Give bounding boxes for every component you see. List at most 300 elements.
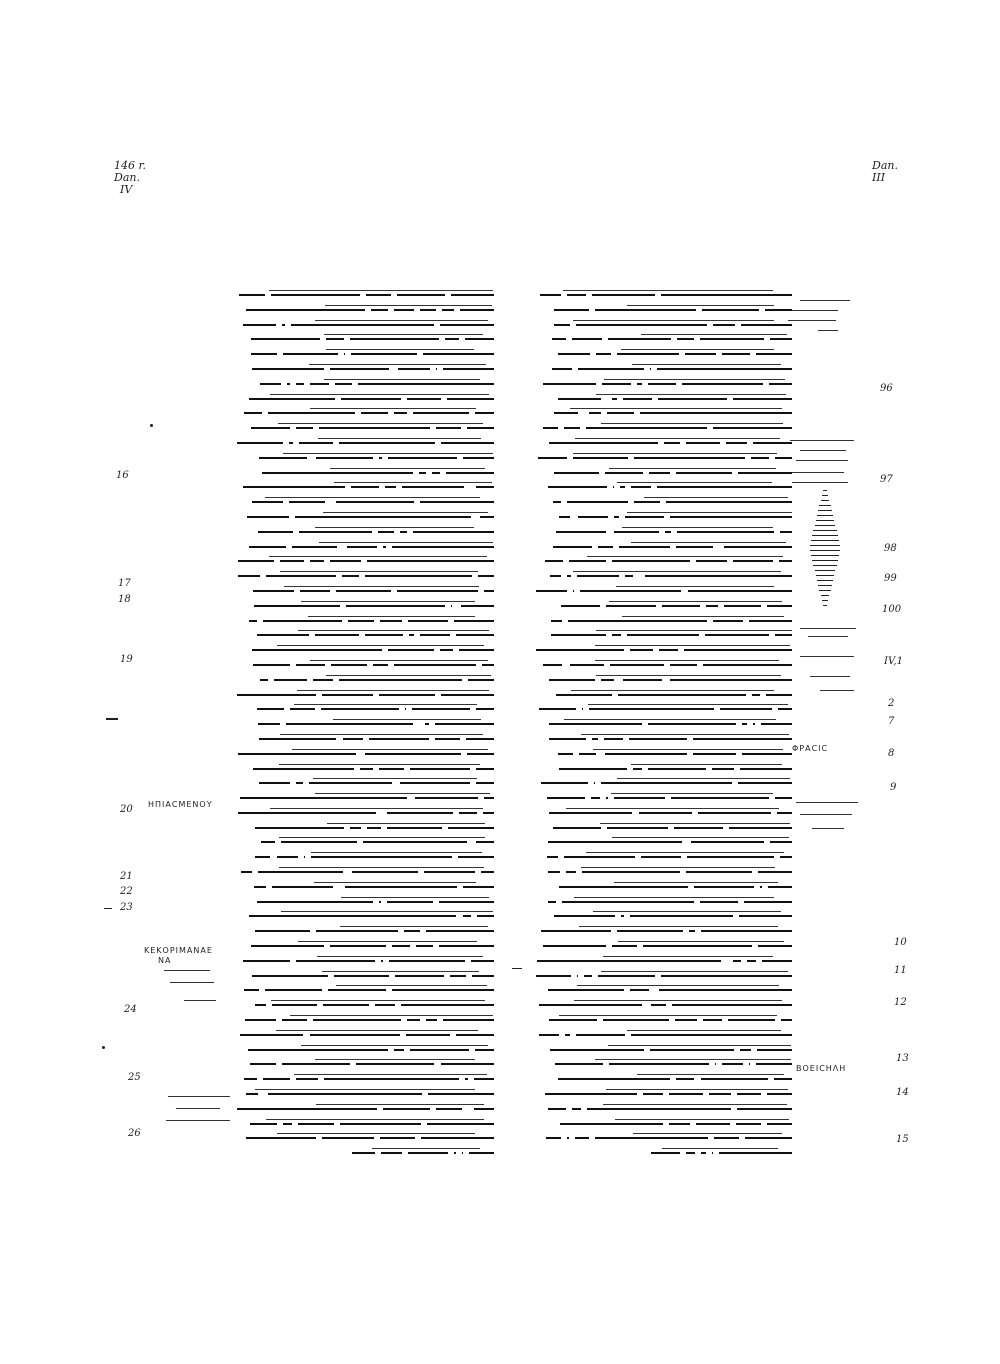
word-space [345,483,351,489]
word-space [576,705,582,711]
script-stroke [280,734,482,735]
word-space [759,306,765,312]
word-space [352,380,358,386]
word-space [415,1134,421,1140]
word-space [669,1016,675,1022]
script-stroke [548,486,792,488]
word-space [403,631,409,637]
word-space [469,1046,475,1052]
script-stroke [237,1108,494,1110]
greek-note: ΝΑ [158,956,172,965]
word-space [736,750,742,756]
word-space [377,543,383,549]
greek-note: ΚΕΚΟΡΙΜΑΝΑΕ [144,946,213,955]
marginal-annotation [184,1000,216,1001]
script-stroke [279,837,485,838]
word-space [708,1134,714,1140]
text-line [536,686,792,701]
text-line [236,893,494,908]
word-space [372,528,378,534]
script-stroke [549,679,792,681]
word-space [328,972,334,978]
text-line [536,390,792,405]
verse-number-right: IV,1 [884,656,903,667]
script-stroke [559,768,792,770]
word-space [687,750,693,756]
text-line [236,286,494,301]
word-space [475,868,481,874]
word-space [463,1149,469,1155]
script-stroke [239,294,494,296]
script-stroke [279,764,480,765]
word-space [388,1046,394,1052]
text-line [536,316,792,331]
word-space [400,1031,406,1037]
word-space [734,1046,740,1052]
text-line [236,848,494,863]
hatch-line [815,570,836,571]
word-space [664,676,670,682]
word-space [417,350,423,356]
word-space [335,395,341,401]
word-space [324,557,330,563]
word-space [623,735,629,741]
hatch-line [819,590,830,591]
word-space [433,942,439,948]
script-stroke [537,960,792,962]
marginal-annotation [176,1108,220,1109]
script-stroke [260,679,494,681]
verse-number-right: 11 [894,965,907,976]
word-space [459,1075,465,1081]
script-stroke [612,837,789,838]
word-space [619,572,625,578]
script-stroke [257,634,494,636]
word-space [583,409,589,415]
script-stroke [297,690,489,691]
word-space [624,912,630,918]
text-line [236,922,494,937]
marginal-annotation [818,330,838,331]
word-space [276,1060,282,1066]
text-line [536,1129,792,1144]
word-space [659,528,665,534]
text-line [236,967,494,982]
word-space [695,1149,701,1155]
word-space [769,454,775,460]
word-space [583,705,589,711]
script-stroke [290,1015,493,1016]
script-stroke [560,1123,792,1125]
script-stroke [262,472,494,474]
word-space [589,306,595,312]
hatch-line [821,500,830,501]
word-space [561,498,567,504]
verse-number-right: 9 [890,782,897,793]
word-space [642,380,648,386]
word-space [271,853,277,859]
script-stroke [261,841,494,843]
word-space [470,483,476,489]
text-line [536,774,792,789]
script-stroke [238,753,494,755]
script-stroke [327,823,484,824]
word-space [592,543,598,549]
script-stroke [336,985,488,986]
script-stroke [249,398,494,400]
verse-number-right: 10 [894,937,907,948]
word-space [350,1060,356,1066]
word-space [613,543,619,549]
word-space [666,1001,672,1007]
script-stroke [251,338,494,340]
word-space [453,646,459,652]
left-book: Dan. [114,171,140,184]
word-space [466,972,472,978]
word-space [567,454,573,460]
text-line [536,1070,792,1085]
word-space [377,1105,383,1111]
word-space [663,1120,669,1126]
script-stroke [548,841,792,843]
word-space [588,779,594,785]
word-space [697,661,703,667]
word-space [706,765,712,771]
script-stroke [269,290,492,291]
text-line [236,508,494,523]
word-space [670,543,676,549]
script-stroke [284,586,479,587]
margin-mark [104,908,112,909]
text-line [236,582,494,597]
hatch-line [816,520,834,521]
word-space [679,350,685,356]
word-space [290,1075,296,1081]
marginal-annotation [164,970,210,971]
text-line [536,937,792,952]
word-space [590,350,596,356]
word-space [696,306,702,312]
text-line [536,656,792,671]
word-space [727,395,733,401]
script-stroke [259,738,494,740]
word-space [337,543,343,549]
word-space [598,735,604,741]
word-space [624,986,630,992]
text-line [536,330,792,345]
word-space [274,557,280,563]
word-space [614,483,620,489]
script-stroke [316,1104,484,1105]
word-space [293,439,299,445]
word-space [307,454,313,460]
text-line [236,523,494,538]
script-stroke [238,575,494,577]
word-space [671,335,677,341]
word-space [676,380,682,386]
script-stroke [587,556,783,557]
text-line [236,981,494,996]
hatch-line [811,555,839,556]
word-space [290,957,296,963]
text-line [536,907,792,922]
text-line [236,789,494,804]
word-space [361,557,367,563]
script-stroke [243,960,494,962]
word-space [303,779,309,785]
word-space [595,779,601,785]
word-space [642,720,648,726]
word-space [743,1060,749,1066]
word-space [469,409,475,415]
word-space [621,631,627,637]
marginal-annotation [808,636,848,637]
text-line [536,478,792,493]
word-space [570,321,576,327]
word-space [290,661,296,667]
word-space [461,750,467,756]
word-space [373,898,379,904]
word-space [453,809,459,815]
text-line [236,419,494,434]
verse-number-left: 17 [118,578,131,589]
word-space [682,838,688,844]
word-space [304,557,310,563]
marginal-annotation [800,300,850,301]
word-space [633,809,639,815]
text-line [536,967,792,982]
word-space [257,1075,263,1081]
word-space [386,543,392,549]
word-space [472,572,478,578]
text-line [536,893,792,908]
script-stroke [255,930,494,932]
word-space [664,513,670,519]
word-space [690,1120,696,1126]
word-space [333,439,339,445]
word-space [381,898,387,904]
word-space [464,483,470,489]
word-space [664,661,670,667]
word-space [330,498,336,504]
word-space [454,306,460,312]
word-space [615,912,621,918]
word-space [658,439,664,445]
right-header [872,160,898,184]
word-space [307,676,313,682]
word-space [373,765,379,771]
word-space [448,617,454,623]
word-space [578,409,584,415]
word-space [592,972,598,978]
script-stroke [551,634,792,636]
marginal-annotation [792,482,848,483]
word-space [680,439,686,445]
word-space [359,631,365,637]
right-text-column [536,286,792,1159]
right-book: Dan. [872,159,898,172]
word-space [360,291,366,297]
script-stroke [627,1030,782,1031]
word-space [298,853,304,859]
word-space [404,1046,410,1052]
word-space [283,439,289,445]
word-space [670,1075,676,1081]
word-space [361,824,367,830]
word-space [739,1134,745,1140]
word-space [731,1090,737,1096]
word-space [768,1075,774,1081]
hatch-line [810,550,840,551]
word-space [407,528,413,534]
text-line [536,301,792,316]
text-line [236,316,494,331]
word-space [718,543,724,549]
word-space [284,705,290,711]
word-space [413,469,419,475]
word-space [707,321,713,327]
text-line [236,1085,494,1100]
word-space [399,705,405,711]
word-space [556,898,562,904]
word-space [747,439,753,445]
script-stroke [595,1059,791,1060]
script-stroke [581,867,775,868]
word-space [642,765,648,771]
word-space [727,957,733,963]
word-space [772,705,778,711]
word-space [419,720,425,726]
script-stroke [618,941,784,942]
text-line [536,1011,792,1026]
script-stroke [250,1123,494,1125]
word-space [625,483,631,489]
word-space [560,868,566,874]
word-space [375,1149,381,1155]
word-space [637,1090,643,1096]
script-stroke [631,542,785,543]
text-line [236,538,494,553]
word-space [558,853,564,859]
word-space [697,1016,703,1022]
script-stroke [554,915,792,917]
word-space [441,395,447,401]
text-line [536,848,792,863]
word-space [342,617,348,623]
word-space [477,809,483,815]
word-space [316,1134,322,1140]
word-space [420,927,426,933]
word-space [382,646,388,652]
text-line [536,493,792,508]
word-space [329,380,335,386]
word-space [612,691,618,697]
text-line [236,996,494,1011]
word-space [752,942,758,948]
word-space [699,631,705,637]
script-stroke [545,560,792,562]
text-line [236,671,494,686]
text-line [236,567,494,582]
word-space [468,1075,474,1081]
word-space [478,794,484,800]
word-space [683,927,689,933]
text-line [236,360,494,375]
word-space [307,1016,313,1022]
word-space [444,972,450,978]
text-line [236,686,494,701]
word-space [266,1001,272,1007]
word-space [600,794,606,800]
word-space [639,572,645,578]
word-space [774,853,780,859]
script-stroke [555,1063,792,1065]
word-space [439,335,445,341]
text-line [536,1144,792,1159]
script-stroke [315,1059,475,1060]
word-space [743,617,749,623]
word-space [317,1001,323,1007]
word-space [268,676,274,682]
word-space [631,380,637,386]
word-space [407,409,413,415]
word-space [259,986,265,992]
word-space [474,513,480,519]
word-space [606,942,612,948]
hatch-line [818,585,832,586]
script-stroke [579,926,778,927]
left-text-column [236,286,494,1159]
word-space [732,469,738,475]
script-stroke [237,442,494,444]
word-space [653,646,659,652]
word-space [562,617,568,623]
word-space [340,602,346,608]
script-stroke [596,675,781,676]
word-space [280,720,286,726]
word-space [750,1060,756,1066]
script-stroke [617,482,773,483]
text-line [536,1026,792,1041]
word-space [275,838,281,844]
word-space [445,602,451,608]
script-stroke [564,719,775,720]
word-space [656,602,662,608]
word-space [569,1134,575,1140]
script-stroke [561,605,792,607]
hatch-line [815,525,836,526]
word-space [733,912,739,918]
script-stroke [566,808,779,809]
script-stroke [541,782,792,784]
word-space [713,1149,719,1155]
marginal-annotation [796,802,858,803]
word-space [707,617,713,623]
text-line [536,449,792,464]
text-line [536,730,792,745]
word-space [769,794,775,800]
script-stroke [547,856,792,858]
word-space [333,676,339,682]
word-space [330,587,336,593]
script-stroke [251,427,494,429]
text-line [536,789,792,804]
word-space [373,454,379,460]
script-stroke [601,971,789,972]
word-space [634,409,640,415]
verse-number-right: 15 [896,1134,909,1145]
word-space [290,779,296,785]
